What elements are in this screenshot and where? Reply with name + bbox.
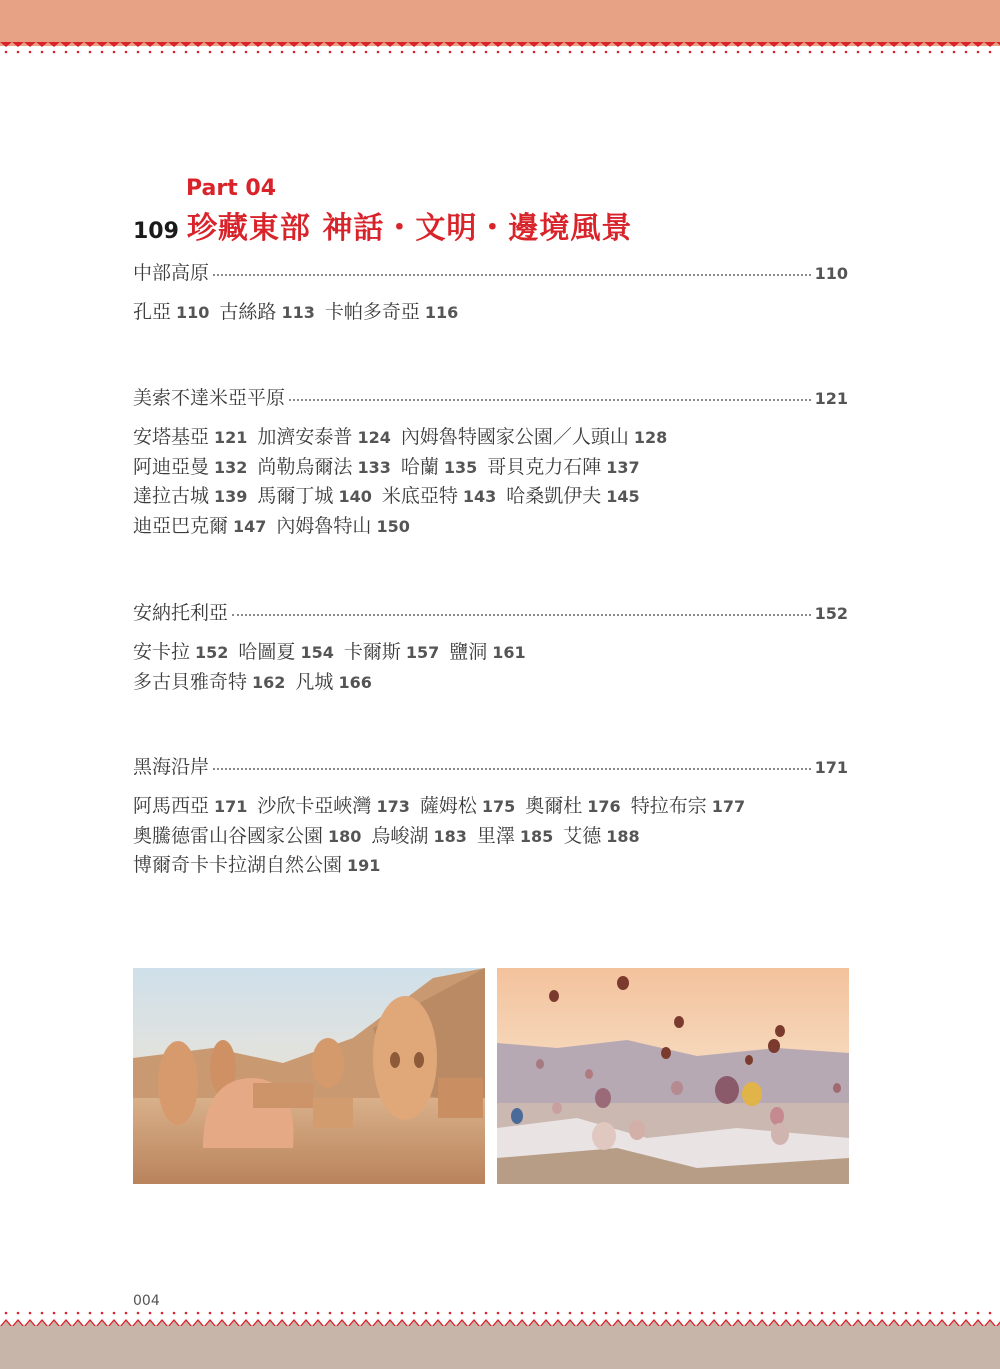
subentry-title: 尚勒烏爾法 <box>257 455 353 478</box>
subentry-page: 157 <box>405 643 440 662</box>
subentry-page: 166 <box>338 672 372 692</box>
subentry[interactable] <box>133 301 209 323</box>
subentry[interactable] <box>257 426 390 448</box>
subentry[interactable] <box>371 825 466 847</box>
chapter-heading[interactable] <box>133 203 632 247</box>
subentry-page: 162 <box>252 672 286 692</box>
subentry-title: 博爾奇卡卡拉湖自然公園 <box>133 854 343 876</box>
subentry-title: 鹽洞 <box>449 641 488 663</box>
subentry-title: 哥貝克力石陣 <box>487 455 602 478</box>
subentry-page: 113 <box>281 303 315 322</box>
subentry-title: 阿馬西亞 <box>133 795 210 817</box>
subentry[interactable] <box>325 301 458 323</box>
toc-entry-page: 152 <box>814 604 848 623</box>
subentry-title: 多古貝雅奇特 <box>133 670 248 693</box>
subentry-title: 卡帕多奇亞 <box>324 301 420 323</box>
subentry-page: 177 <box>711 797 746 816</box>
subentry[interactable] <box>238 641 333 663</box>
nemrut-statues-photo <box>133 968 485 1184</box>
subentry[interactable] <box>344 641 439 663</box>
subentry-page: 121 <box>214 428 248 447</box>
subentry-title: 里澤 <box>476 824 515 847</box>
subentry-page: 191 <box>347 856 381 875</box>
subentry[interactable] <box>477 825 553 847</box>
subentry[interactable] <box>219 301 314 323</box>
subentry-page: 110 <box>176 303 210 322</box>
subentry-title: 奧騰德雷山谷國家公園 <box>133 824 324 847</box>
subentry-page: 150 <box>376 516 410 536</box>
subentry[interactable] <box>525 795 620 817</box>
subentry-title: 達拉古城 <box>133 485 210 507</box>
subentry-title: 馬爾丁城 <box>257 485 334 507</box>
subentry-title: 迪亞巴克爾 <box>133 514 229 537</box>
subentry-line <box>133 298 848 328</box>
subentry[interactable] <box>295 671 371 693</box>
subentry-page: 143 <box>462 487 497 506</box>
subentry-line <box>133 638 848 668</box>
subentry[interactable] <box>133 671 285 693</box>
subentry-page: 116 <box>424 303 459 322</box>
subentry-line <box>133 822 848 852</box>
subentry[interactable] <box>133 426 247 448</box>
bottom-decorative-band <box>0 1326 1000 1369</box>
subentry-title: 奧爾杜 <box>525 795 583 817</box>
toc-section <box>133 383 848 541</box>
subentry[interactable] <box>487 456 639 478</box>
subentry-list <box>133 638 848 697</box>
cappadocia-balloons-photo <box>497 968 849 1184</box>
page-number: 004 <box>133 1293 160 1309</box>
subentry[interactable] <box>420 795 515 817</box>
subentry-title: 薩姆松 <box>419 795 477 817</box>
subentry[interactable] <box>382 485 496 507</box>
subentry-page: 152 <box>195 643 229 662</box>
dot-leader <box>213 768 811 770</box>
subentry-title: 加濟安泰普 <box>257 426 353 448</box>
subentry-line <box>133 512 848 542</box>
subentry[interactable] <box>257 456 390 478</box>
subentry-page: 140 <box>338 487 372 506</box>
subentry[interactable] <box>401 426 667 448</box>
subentry-page: 188 <box>606 826 640 846</box>
toc-entry-page: 110 <box>814 264 848 283</box>
subentry-title: 安塔基亞 <box>133 426 210 448</box>
subentry-page: 135 <box>443 457 478 477</box>
subentry-title: 安卡拉 <box>133 641 191 663</box>
subentry-list <box>133 792 848 881</box>
subentry-title: 阿迪亞曼 <box>133 455 210 478</box>
subentry-title: 內姆魯特山 <box>276 514 372 537</box>
subentry-title: 哈桑凱伊夫 <box>506 485 602 507</box>
subentry[interactable] <box>133 485 247 507</box>
subentry-line <box>133 668 848 698</box>
subentry-page: 139 <box>214 487 248 506</box>
subentry-line <box>133 792 848 822</box>
subentry-page: 147 <box>233 516 267 536</box>
subentry-title: 卡爾斯 <box>343 641 401 663</box>
subentry[interactable] <box>276 515 409 537</box>
toc-entry-title: 美索不達米亞平原 <box>133 387 286 409</box>
subentry-line <box>133 423 848 453</box>
subentry-line <box>133 482 848 512</box>
dot-leader <box>289 399 811 401</box>
subentry-title: 米底亞特 <box>381 485 458 507</box>
subentry[interactable] <box>401 456 477 478</box>
toc-entry-title: 黑海沿岸 <box>133 756 210 778</box>
toc-section <box>133 752 848 881</box>
top-zigzag-border <box>0 40 1000 56</box>
subentry-title: 艾德 <box>563 824 602 847</box>
toc-section <box>133 598 848 697</box>
subentry-line <box>133 453 848 483</box>
toc-entry[interactable] <box>133 258 848 288</box>
subentry-title: 沙欣卡亞峽灣 <box>257 795 372 817</box>
toc-entry[interactable] <box>133 598 848 628</box>
subentry[interactable] <box>133 825 361 847</box>
toc-entry-title: 安納托利亞 <box>133 602 229 624</box>
subentry-title: 凡城 <box>295 670 334 693</box>
dot-leader <box>232 614 811 616</box>
dot-leader <box>213 274 811 276</box>
toc-entry[interactable] <box>133 752 848 782</box>
subentry-page: 161 <box>492 643 526 662</box>
subentry-line <box>133 851 848 881</box>
subentry-page: 171 <box>214 797 248 816</box>
subentry-title: 哈蘭 <box>400 455 439 478</box>
toc-entry[interactable] <box>133 383 848 413</box>
subentry[interactable] <box>133 515 266 537</box>
subentry[interactable] <box>133 456 247 478</box>
toc-entry-page: 171 <box>814 758 848 777</box>
subentry[interactable] <box>133 641 228 663</box>
chapter-title: 珍藏東部 神話・文明・邊境風景 <box>186 211 633 246</box>
subentry[interactable] <box>257 795 409 817</box>
subentry[interactable] <box>563 825 639 847</box>
subentry[interactable] <box>449 641 525 663</box>
subentry-list <box>133 298 848 328</box>
toc-entry-title: 中部高原 <box>133 262 210 284</box>
subentry-title: 古絲路 <box>219 301 277 323</box>
subentry-page: 175 <box>481 797 516 816</box>
subentry-title: 內姆魯特國家公園／人頭山 <box>400 426 629 448</box>
subentry-title: 哈圖夏 <box>238 641 296 663</box>
subentry-page: 133 <box>357 457 391 477</box>
subentry-page: 154 <box>300 643 334 662</box>
subentry-page: 176 <box>587 797 621 816</box>
subentry-page: 183 <box>433 826 467 846</box>
subentry-page: 145 <box>606 487 640 506</box>
subentry-page: 128 <box>633 428 668 447</box>
subentry-title: 特拉布宗 <box>630 795 707 817</box>
subentry[interactable] <box>631 795 745 817</box>
toc-section <box>133 258 848 328</box>
subentry[interactable] <box>133 795 247 817</box>
part-label: Part 04 <box>186 176 277 201</box>
subentry-title: 烏峻湖 <box>371 824 429 847</box>
subentry[interactable] <box>506 485 639 507</box>
subentry[interactable] <box>133 854 380 876</box>
subentry-page: 132 <box>214 457 248 477</box>
subentry[interactable] <box>257 485 371 507</box>
toc-entry-page: 121 <box>814 389 848 408</box>
chapter-page-number: 109 <box>133 219 179 244</box>
subentry-page: 185 <box>519 826 554 846</box>
subentry-page: 173 <box>376 797 410 816</box>
subentry-page: 180 <box>328 826 362 846</box>
subentry-list <box>133 423 848 541</box>
subentry-title: 孔亞 <box>133 301 172 323</box>
subentry-page: 137 <box>606 457 640 477</box>
subentry-page: 124 <box>357 428 391 447</box>
